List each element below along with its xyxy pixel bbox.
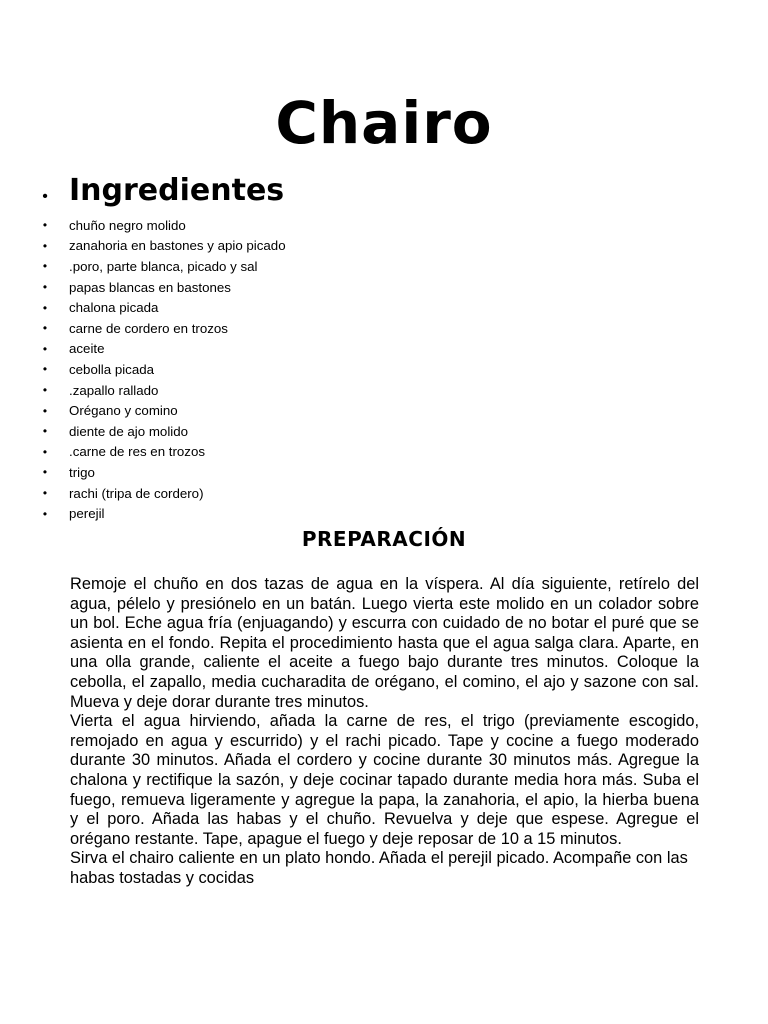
- ingredient-list: [40, 215, 286, 524]
- bullet-icon: •: [42, 362, 48, 377]
- ingredient-item: [40, 442, 286, 463]
- ingredients-heading-label: Ingredientes: [69, 173, 285, 208]
- ingredient-text: aceite: [69, 341, 105, 357]
- ingredient-text: .zapallo rallado: [69, 382, 159, 398]
- ingredient-text: Orégano y comino: [69, 403, 178, 419]
- bullet-icon: •: [42, 506, 48, 521]
- ingredient-text: perejil: [69, 506, 105, 522]
- bullet-icon: •: [42, 383, 48, 398]
- ingredient-item: [40, 421, 286, 442]
- ingredient-item: [40, 503, 286, 524]
- ingredient-text: rachi (tripa de cordero): [69, 485, 204, 501]
- ingredient-text: diente de ajo molido: [69, 423, 189, 439]
- ingredient-text: papas blancas en bastones: [69, 279, 231, 295]
- ingredient-item: [40, 297, 286, 318]
- bullet-icon: •: [42, 280, 48, 295]
- bullet-icon: •: [42, 465, 48, 480]
- bullet-icon: •: [42, 341, 48, 356]
- bullet-icon: •: [42, 238, 48, 253]
- bullet-icon: •: [42, 300, 48, 315]
- preparation-paragraph: Remoje el chuño en dos tazas de agua en la víspera. Al día siguiente, retírelo del agua, pélelo y presiónelo en un batán. Luego vierta este molido en un colador sobre un bol. Eche agua fría (enjuagando) y escurra con cuidado de no botar el puré que se asienta en el fondo. Repita el procedimiento hasta que el agua salga clara. Aparte, en una olla grande, caliente el aceite a fuego bajo durante tres minutos. Coloque la cebolla, el zapallo, media cucharadita de orégano, el comino, el ajo y sazone con sal. Mueva y deje dorar durante tres minutos.: [70, 575, 699, 711]
- bullet-icon: •: [42, 321, 48, 336]
- ingredient-item: [40, 277, 286, 298]
- preparation-paragraph: Sirva el chairo caliente en un plato hondo. Añada el perejil picado. Acompañe con las habas tostadas y cocidas: [70, 849, 688, 887]
- ingredient-text: .carne de res en trozos: [69, 444, 205, 460]
- ingredient-item: [40, 359, 286, 380]
- bullet-icon: •: [42, 218, 48, 233]
- ingredient-item: [40, 318, 286, 339]
- ingredient-item: [40, 215, 286, 236]
- ingredient-item: [40, 462, 286, 483]
- ingredient-text: cebolla picada: [69, 361, 155, 377]
- ingredient-item: [40, 236, 286, 257]
- ingredient-item: [40, 483, 286, 504]
- ingredient-item: [40, 256, 286, 277]
- ingredient-item: [40, 380, 286, 401]
- recipe-title: Chairo: [275, 89, 493, 157]
- ingredient-text: chalona picada: [69, 300, 159, 316]
- ingredients-heading: [40, 168, 284, 214]
- ingredient-text: zanahoria en bastones y apio picado: [69, 238, 286, 254]
- ingredient-text: carne de cordero en trozos: [69, 320, 228, 336]
- bullet-icon: •: [42, 486, 48, 501]
- ingredient-item: [40, 400, 286, 421]
- ingredient-item: [40, 339, 286, 360]
- bullet-icon: •: [42, 259, 48, 274]
- preparation-body: [70, 575, 699, 889]
- bullet-icon: •: [42, 444, 48, 459]
- preparation-paragraph: Vierta el agua hirviendo, añada la carne de res, el trigo (previamente escogido, remojado en agua y escurrido) y el rachi picado. Tape y cocine a fuego moderado durante 30 minutos. Añada el cordero y cocine durante 30 minutos más. Agregue la chalona y rectifique la sazón, y deje cocinar tapado durante media hora más. Suba el fuego, remueva ligeramente y agregue la papa, la zanahoria, el apio, la hierba buena y el poro. Añada las habas y el chuño. Revuelva y deje que espese. Agregue el orégano restante. Tape, apague el fuego y deje reposar de 10 a 15 minutos.: [70, 712, 699, 848]
- ingredient-text: .poro, parte blanca, picado y sal: [69, 258, 258, 274]
- ingredient-text: trigo: [69, 464, 95, 480]
- ingredient-text: chuño negro molido: [69, 217, 186, 233]
- preparation-heading: PREPARACIÓN: [301, 527, 467, 551]
- bullet-icon: •: [42, 424, 48, 439]
- bullet-icon: •: [42, 403, 48, 418]
- bullet-icon: •: [42, 188, 48, 205]
